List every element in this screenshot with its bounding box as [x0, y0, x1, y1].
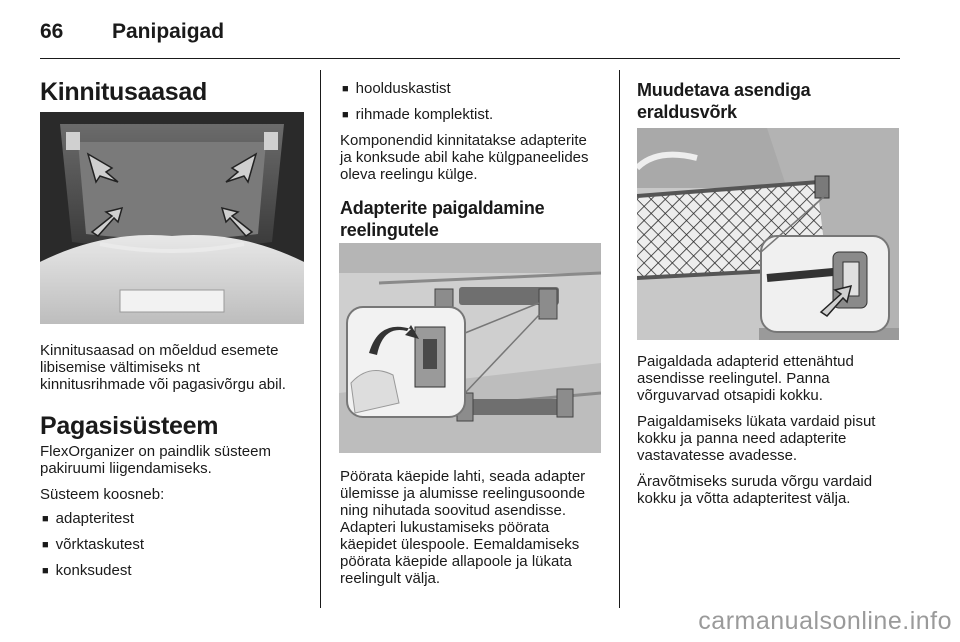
paragraph-net-fit-line1: Paigaldamiseks lükata vardaid pisut: [637, 413, 876, 430]
paragraph-net-fit-line3: vastavatesse avadesse.: [637, 447, 798, 464]
list-item: ■ hoolduskastist: [340, 80, 604, 99]
subsection-heading-net-line2: eraldusvõrk: [637, 102, 737, 122]
paragraph-rail-install-line2: ülemisse ja alumisse reelingusoonde: [340, 485, 586, 502]
paragraph-net-remove-line2: kokku ja võtta adapteritest välja.: [637, 490, 851, 507]
figure-adapter-on-rail: [339, 243, 601, 453]
section-heading-kinnitusaasad: Kinnitusaasad: [40, 78, 207, 106]
paragraph-net-install-line3: võrguvarvad otsapidi kokku.: [637, 387, 823, 404]
paragraph-components-line3: oleva reelingu külge.: [340, 166, 478, 183]
running-head: Panipaigad: [112, 20, 225, 43]
page-number: 66: [40, 20, 64, 43]
subsection-heading-net-line1: Muudetava asendiga: [637, 80, 811, 100]
paragraph-net-remove-line1: Äravõtmiseks suruda võrgu vardaid: [637, 473, 873, 490]
paragraph-rail-install-line3: ning nihutada soovitud asendisse.: [340, 502, 566, 519]
paragraph-rail-install-line5: käepidet ülespoole. Eemaldamiseks: [340, 536, 580, 553]
column-2: [340, 80, 604, 241]
column-1: [40, 70, 304, 107]
paragraph-lashing-eyes-line1: Kinnitusaasad on mõeldud esemete: [40, 342, 279, 359]
paragraph-rail-install-line6: pöörata käepide allapoole ja lükata: [340, 553, 572, 570]
column-3: [637, 79, 901, 123]
section-heading-pagasisusteem: Pagasisüsteem: [40, 412, 219, 440]
paragraph-rail-install-line1: Pöörata käepide lahti, seada adapter: [340, 468, 586, 485]
figure-separating-net: [637, 128, 899, 340]
paragraph-rail-install-line7: reelingult välja.: [340, 570, 441, 587]
paragraph-net-install-line2: asendisse reelingutel. Panna: [637, 370, 830, 387]
column-1-text: [40, 342, 304, 581]
paragraph-components-line2: ja konksude abil kahe külgpaneelides: [340, 149, 589, 166]
paragraph-components-line1: Komponendid kinnitatakse adapterite: [340, 132, 587, 149]
list-item: ■ rihmade komplektist.: [340, 106, 604, 125]
paragraph-net-install-line1: Paigaldada adapterid ettenähtud: [637, 353, 854, 370]
watermark: carmanualsonline.info: [698, 607, 952, 635]
figure-trunk-lashing-eyes: [40, 112, 304, 324]
list-item: ■ adapteritest: [40, 510, 304, 529]
paragraph-rail-install-line4: Adapteri lukustamiseks pöörata: [340, 519, 550, 536]
list-item: ■ konksudest: [40, 562, 304, 581]
header-rule: [40, 58, 900, 59]
paragraph-flexorganizer-line2: pakiruumi liigendamiseks.: [40, 460, 212, 477]
subsection-heading-adapters-line2: reelingutele: [340, 220, 439, 240]
subsection-heading-adapters-line1: Adapterite paigaldamine: [340, 198, 545, 218]
column-3-text: [637, 353, 901, 507]
column-2-text: [340, 468, 604, 587]
paragraph-lashing-eyes-line3: kinnitusrihmade või pagasivõrgu abil.: [40, 376, 286, 393]
paragraph-net-fit-line2: kokku ja panna need adapterite: [637, 430, 847, 447]
paragraph-lashing-eyes-line2: libisemise vältimiseks nt: [40, 359, 201, 376]
list-item: ■ võrktaskutest: [40, 536, 304, 555]
column-divider-1: [320, 70, 321, 608]
paragraph-system-consists: Süsteem koosneb:: [40, 486, 165, 503]
paragraph-flexorganizer-line1: FlexOrganizer on paindlik süsteem: [40, 443, 271, 460]
column-divider-2: [619, 70, 620, 608]
